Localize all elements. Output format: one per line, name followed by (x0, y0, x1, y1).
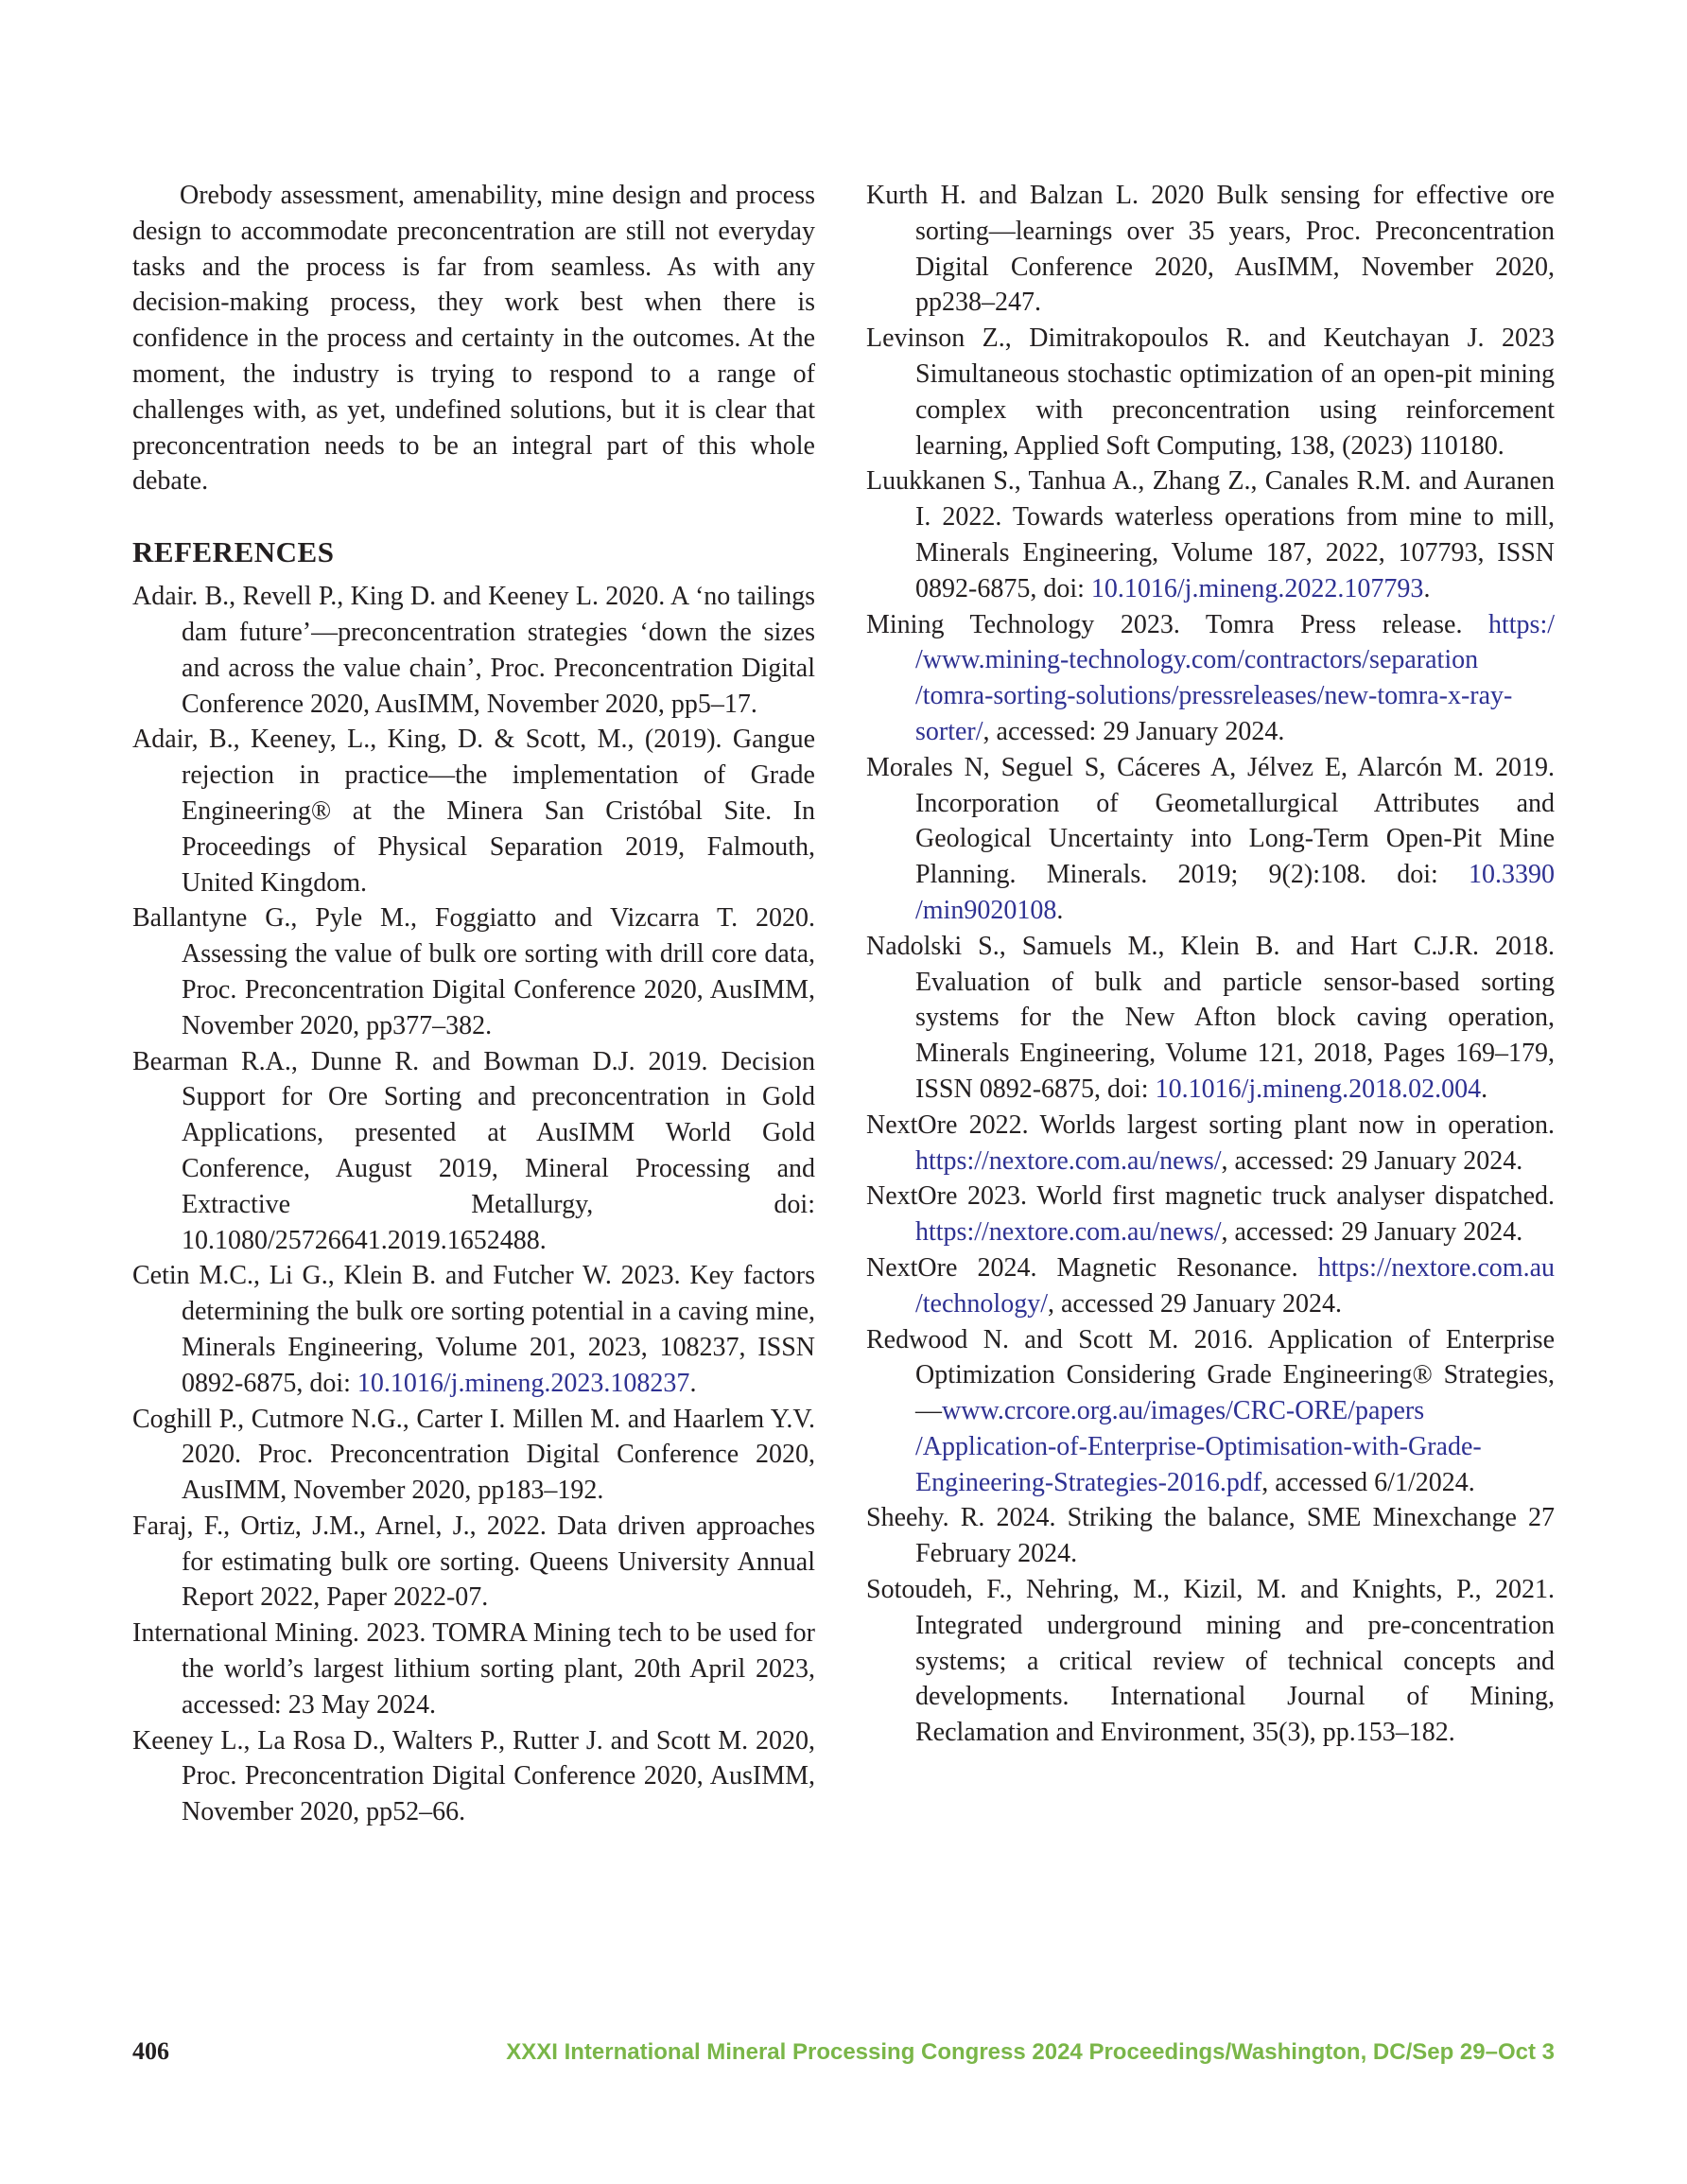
right-column (866, 178, 1555, 1751)
doi-link[interactable]: 10.1016/j.mineng.2022.107793 (1090, 573, 1424, 603)
reference-entry: Bearman R.A., Dunne R. and Bowman D.J. 2019. Decision Support for Ore Sorting and preconcentration in Gold Applications, presented at AusIMM World Gold Conference, August 2019, Mineral Processing and Extractive Metallurgy, doi: 10.1080/25726641.2019.1652488. (132, 1046, 815, 1255)
doi-link[interactable]: 10.3390/min9020108 (915, 860, 1555, 925)
url-link[interactable]: https://nextore.com.au/technology/ (915, 1252, 1555, 1319)
reference-entry: International Mining. 2023. TOMRA Mining tech to be used for the world’s largest lithium sorting plant, 20th April 2023, accessed: 23 May 2024. (132, 1618, 815, 1720)
reference-entry: Sotoudeh, F., Nehring, M., Kizil, M. and Knights, P., 2021. Integrated underground mining and pre-concentration systems; a critical review of technical concepts and developments. International Journal of Mining, Reclamation and Environment, 35(3), pp.153–182. (866, 1575, 1555, 1748)
reference-entry: Mining Technology 2023. Tomra Press release. https://www.mining-technology.com/contractors/separation/tomra-sorting-solutions/pressreleases/new-tomra-x-ray-sorter/, accessed: 29 January 2024. (866, 609, 1555, 746)
reference-entry: NextOre 2024. Magnetic Resonance. https://nextore.com.au/technology/, accessed 29 January 2024. (866, 1252, 1555, 1319)
conference-title: XXXI International Mineral Processing Congress 2024 Proceedings/Washington, DC/Sep 29–Oct 3 (506, 2039, 1555, 2065)
reference-entry: Levinson Z., Dimitrakopoulos R. and Keutchayan J. 2023 Simultaneous stochastic optimization of an open-pit mining complex with preconcentration using reinforcement learning, Applied Soft Computing, 138, (2023) 110180. (866, 323, 1555, 461)
reference-entry: NextOre 2022. Worlds largest sorting plant now in operation. https://nextore.com.au/news/, accessed: 29 January 2024. (866, 1109, 1555, 1176)
reference-entry: Nadolski S., Samuels M., Klein B. and Hart C.J.R. 2018. Evaluation of bulk and particle sensor-based sorting systems for the New Afton block caving operation, Minerals Engineering, Volume 121, 2018, Pages 169–179, ISSN 0892-6875, doi: 10.1016/j.mineng.2018.02.004. (866, 931, 1555, 1104)
url-link[interactable]: https://nextore.com.au/news/ (915, 1145, 1222, 1176)
reference-entry: Adair, B., Keeney, L., King, D. & Scott, M., (2019). Gangue rejection in practice—the implementation of Grade Engineering® at the Minera San Cristóbal Site. In Proceedings of Physical Separation 2019, Falmouth, United Kingdom. (132, 725, 815, 898)
references-heading: REFERENCES (132, 535, 335, 569)
reference-entry: Luukkanen S., Tanhua A., Zhang Z., Canales R.M. and Auranen I. 2022. Towards waterless operations from mine to mill, Minerals Engineering, Volume 187, 2022, 107793, ISSN 0892-6875, doi: 10.1016/j.mineng.2022.107793. (866, 466, 1555, 603)
reference-entry: NextOre 2023. World first magnetic truck analyser dispatched. https://nextore.com.au/news/, accessed: 29 January 2024. (866, 1181, 1555, 1248)
reference-entry: Faraj, F., Ortiz, J.M., Arnel, J., 2022. Data driven approaches for estimating bulk ore sorting. Queens University Annual Report 2022, Paper 2022-07. (132, 1511, 815, 1613)
reference-entry: Adair. B., Revell P., King D. and Keeney L. 2020. A ‘no tailings dam future’—preconcentration strategies ‘down the sizes and across the value chain’, Proc. Preconcentration Digital Conference 2020, AusIMM, November 2020, pp5–17. (132, 582, 815, 719)
reference-entry: Kurth H. and Balzan L. 2020 Bulk sensing for effective ore sorting—learnings over 35 years, Proc. Preconcentration Digital Conference 2020, AusIMM, November 2020, pp238–247. (866, 181, 1555, 318)
url-link[interactable]: www.crcore.org.au/images/CRC-ORE/papers/Application-of-Enterprise-Optimisation-with-Grade-Engineering-Strategies-2016.pdf (915, 1396, 1482, 1497)
reference-entry: Morales N, Seguel S, Cáceres A, Jélvez E, Alarcón M. 2019. Incorporation of Geometallurgical Attributes and Geological Uncertainty into Long-Term Open-Pit Mine Planning. Minerals. 2019; 9(2):108. doi: 10.3390/min9020108. (866, 752, 1555, 925)
doi-link[interactable]: 10.1016/j.mineng.2018.02.004 (1155, 1074, 1482, 1104)
conclusion-paragraph: Orebody assessment, amenability, mine design and process design to accommodate preconcentration are still not everyday tasks and the process is far from seamless. As with any decision-making process, they work best when there is confidence in the process and certainty in the outcomes. At the moment, the industry is trying to respond to a range of challenges with, as yet, undefined solutions, but it is clear that preconcentration needs to be an integral part of this whole debate. (132, 181, 815, 497)
reference-entry: Keeney L., La Rosa D., Walters P., Rutter J. and Scott M. 2020, Proc. Preconcentration Digital Conference 2020, AusIMM, November 2020, pp52–66. (132, 1725, 815, 1827)
reference-entry: Coghill P., Cutmore N.G., Carter I. Millen M. and Haarlem Y.V. 2020. Proc. Preconcentration Digital Conference 2020, AusIMM, November 2020, pp183–192. (132, 1404, 815, 1506)
page-number: 406 (132, 2037, 169, 2065)
reference-entry: Cetin M.C., Li G., Klein B. and Futcher W. 2023. Key factors determining the bulk ore sorting potential in a caving mine, Minerals Engineering, Volume 201, 2023, 108237, ISSN 0892-6875, doi: 10.1016/j.mineng.2023.108237. (132, 1261, 815, 1398)
reference-entry: Redwood N. and Scott M. 2016. Application of Enterprise Optimization Considering Grade Engineering® Strategies,—www.crcore.org.au/images/CRC-ORE/papers/Application-of-Enterprise-Optimisation-with-Grade-Engineering-Strategies-2016.pdf, accessed 6/1/2024. (866, 1324, 1555, 1497)
page-footer (132, 2037, 1555, 2071)
url-link[interactable]: https://nextore.com.au/news/ (915, 1217, 1222, 1248)
reference-entry: Ballantyne G., Pyle M., Foggiatto and Vizcarra T. 2020. Assessing the value of bulk ore sorting with drill core data, Proc. Preconcentration Digital Conference 2020, AusIMM, November 2020, pp377–382. (132, 903, 815, 1040)
doi-link[interactable]: 10.1016/j.mineng.2023.108237 (357, 1368, 690, 1398)
url-link[interactable]: https://www.mining-technology.com/contractors/separation/tomra-sorting-solutions/pressreleases/new-tomra-x-ray-sorter/ (915, 609, 1555, 746)
left-column (132, 178, 815, 1830)
reference-entry: Sheehy. R. 2024. Striking the balance, SME Minexchange 27 February 2024. (866, 1503, 1555, 1569)
